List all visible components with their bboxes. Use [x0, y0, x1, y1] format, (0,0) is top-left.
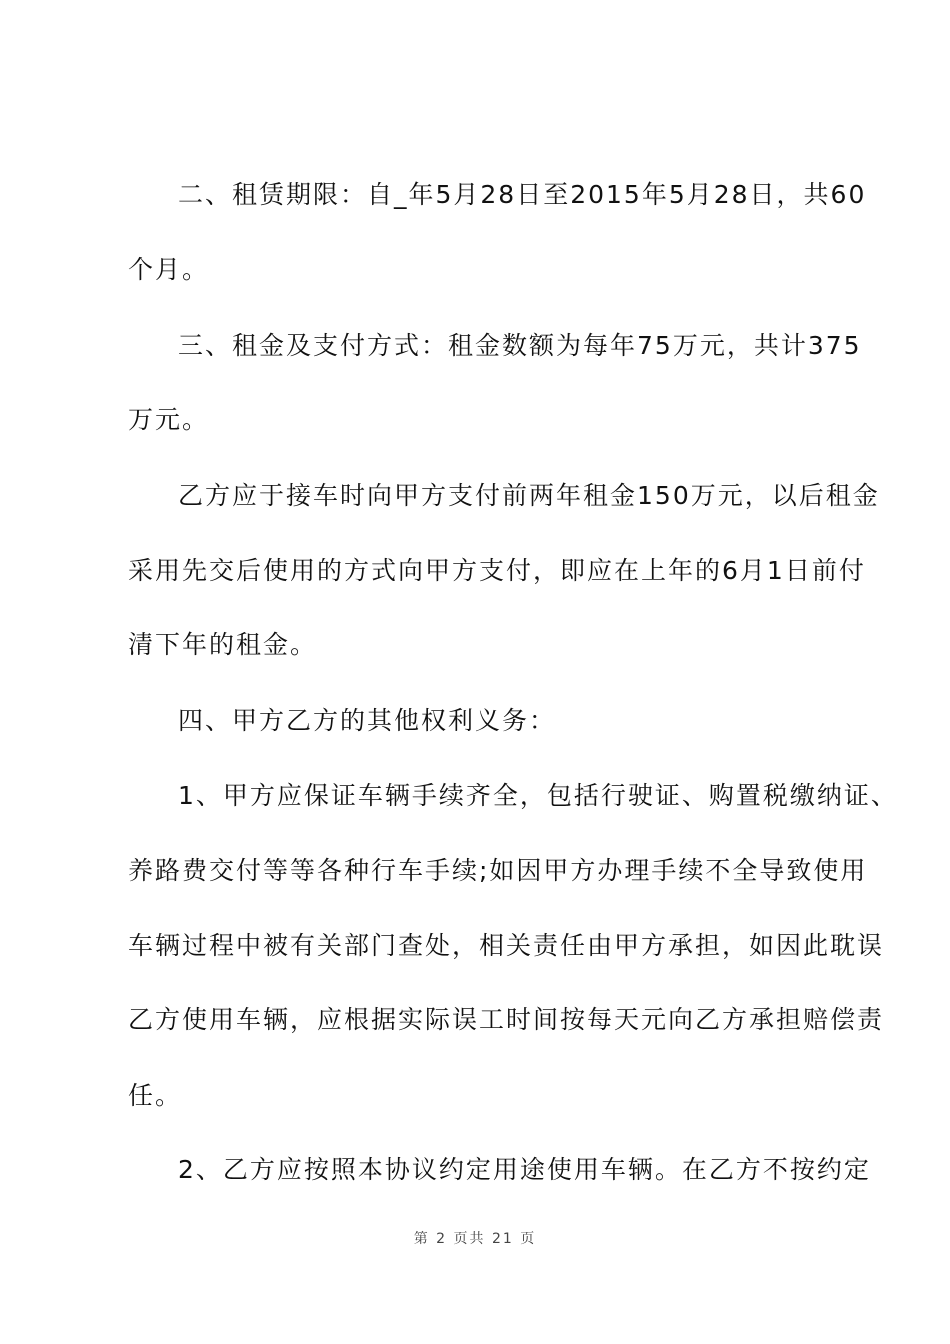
- paragraph-line: 2、乙方应按照本协议约定用途使用车辆。在乙方不按约定: [178, 1155, 871, 1184]
- paragraph-line: 任。: [128, 1081, 183, 1110]
- paragraph-line: 养路费交付等等各种行车手续;如因甲方办理手续不全导致使用: [128, 856, 868, 885]
- page-footer: 第 2 页共 21 页: [413, 1231, 537, 1247]
- paragraph-line: 1、甲方应保证车辆手续齐全，包括行驶证、购置税缴纳证、: [178, 781, 898, 810]
- section-heading: 四、甲方乙方的其他权利义务：: [178, 706, 557, 735]
- paragraph-line: 乙方应于接车时向甲方支付前两年租金150万元，以后租金: [178, 481, 880, 510]
- paragraph-line: 个月。: [128, 255, 210, 284]
- paragraph-line: 采用先交后使用的方式向甲方支付，即应在上年的6月1日前付: [128, 556, 866, 585]
- paragraph-line: 清下年的租金。: [128, 630, 318, 659]
- paragraph-line: 车辆过程中被有关部门查处，相关责任由甲方承担，如因此耽误: [128, 931, 885, 960]
- paragraph-line: 万元。: [128, 405, 210, 434]
- paragraph-line: 乙方使用车辆，应根据实际误工时间按每天元向乙方承担赔偿责: [128, 1005, 885, 1034]
- paragraph-line: 二、租赁期限：自_年5月28日至2015年5月28日，共60: [178, 180, 867, 209]
- paragraph-line: 三、租金及支付方式：租金数额为每年75万元，共计375: [178, 331, 862, 360]
